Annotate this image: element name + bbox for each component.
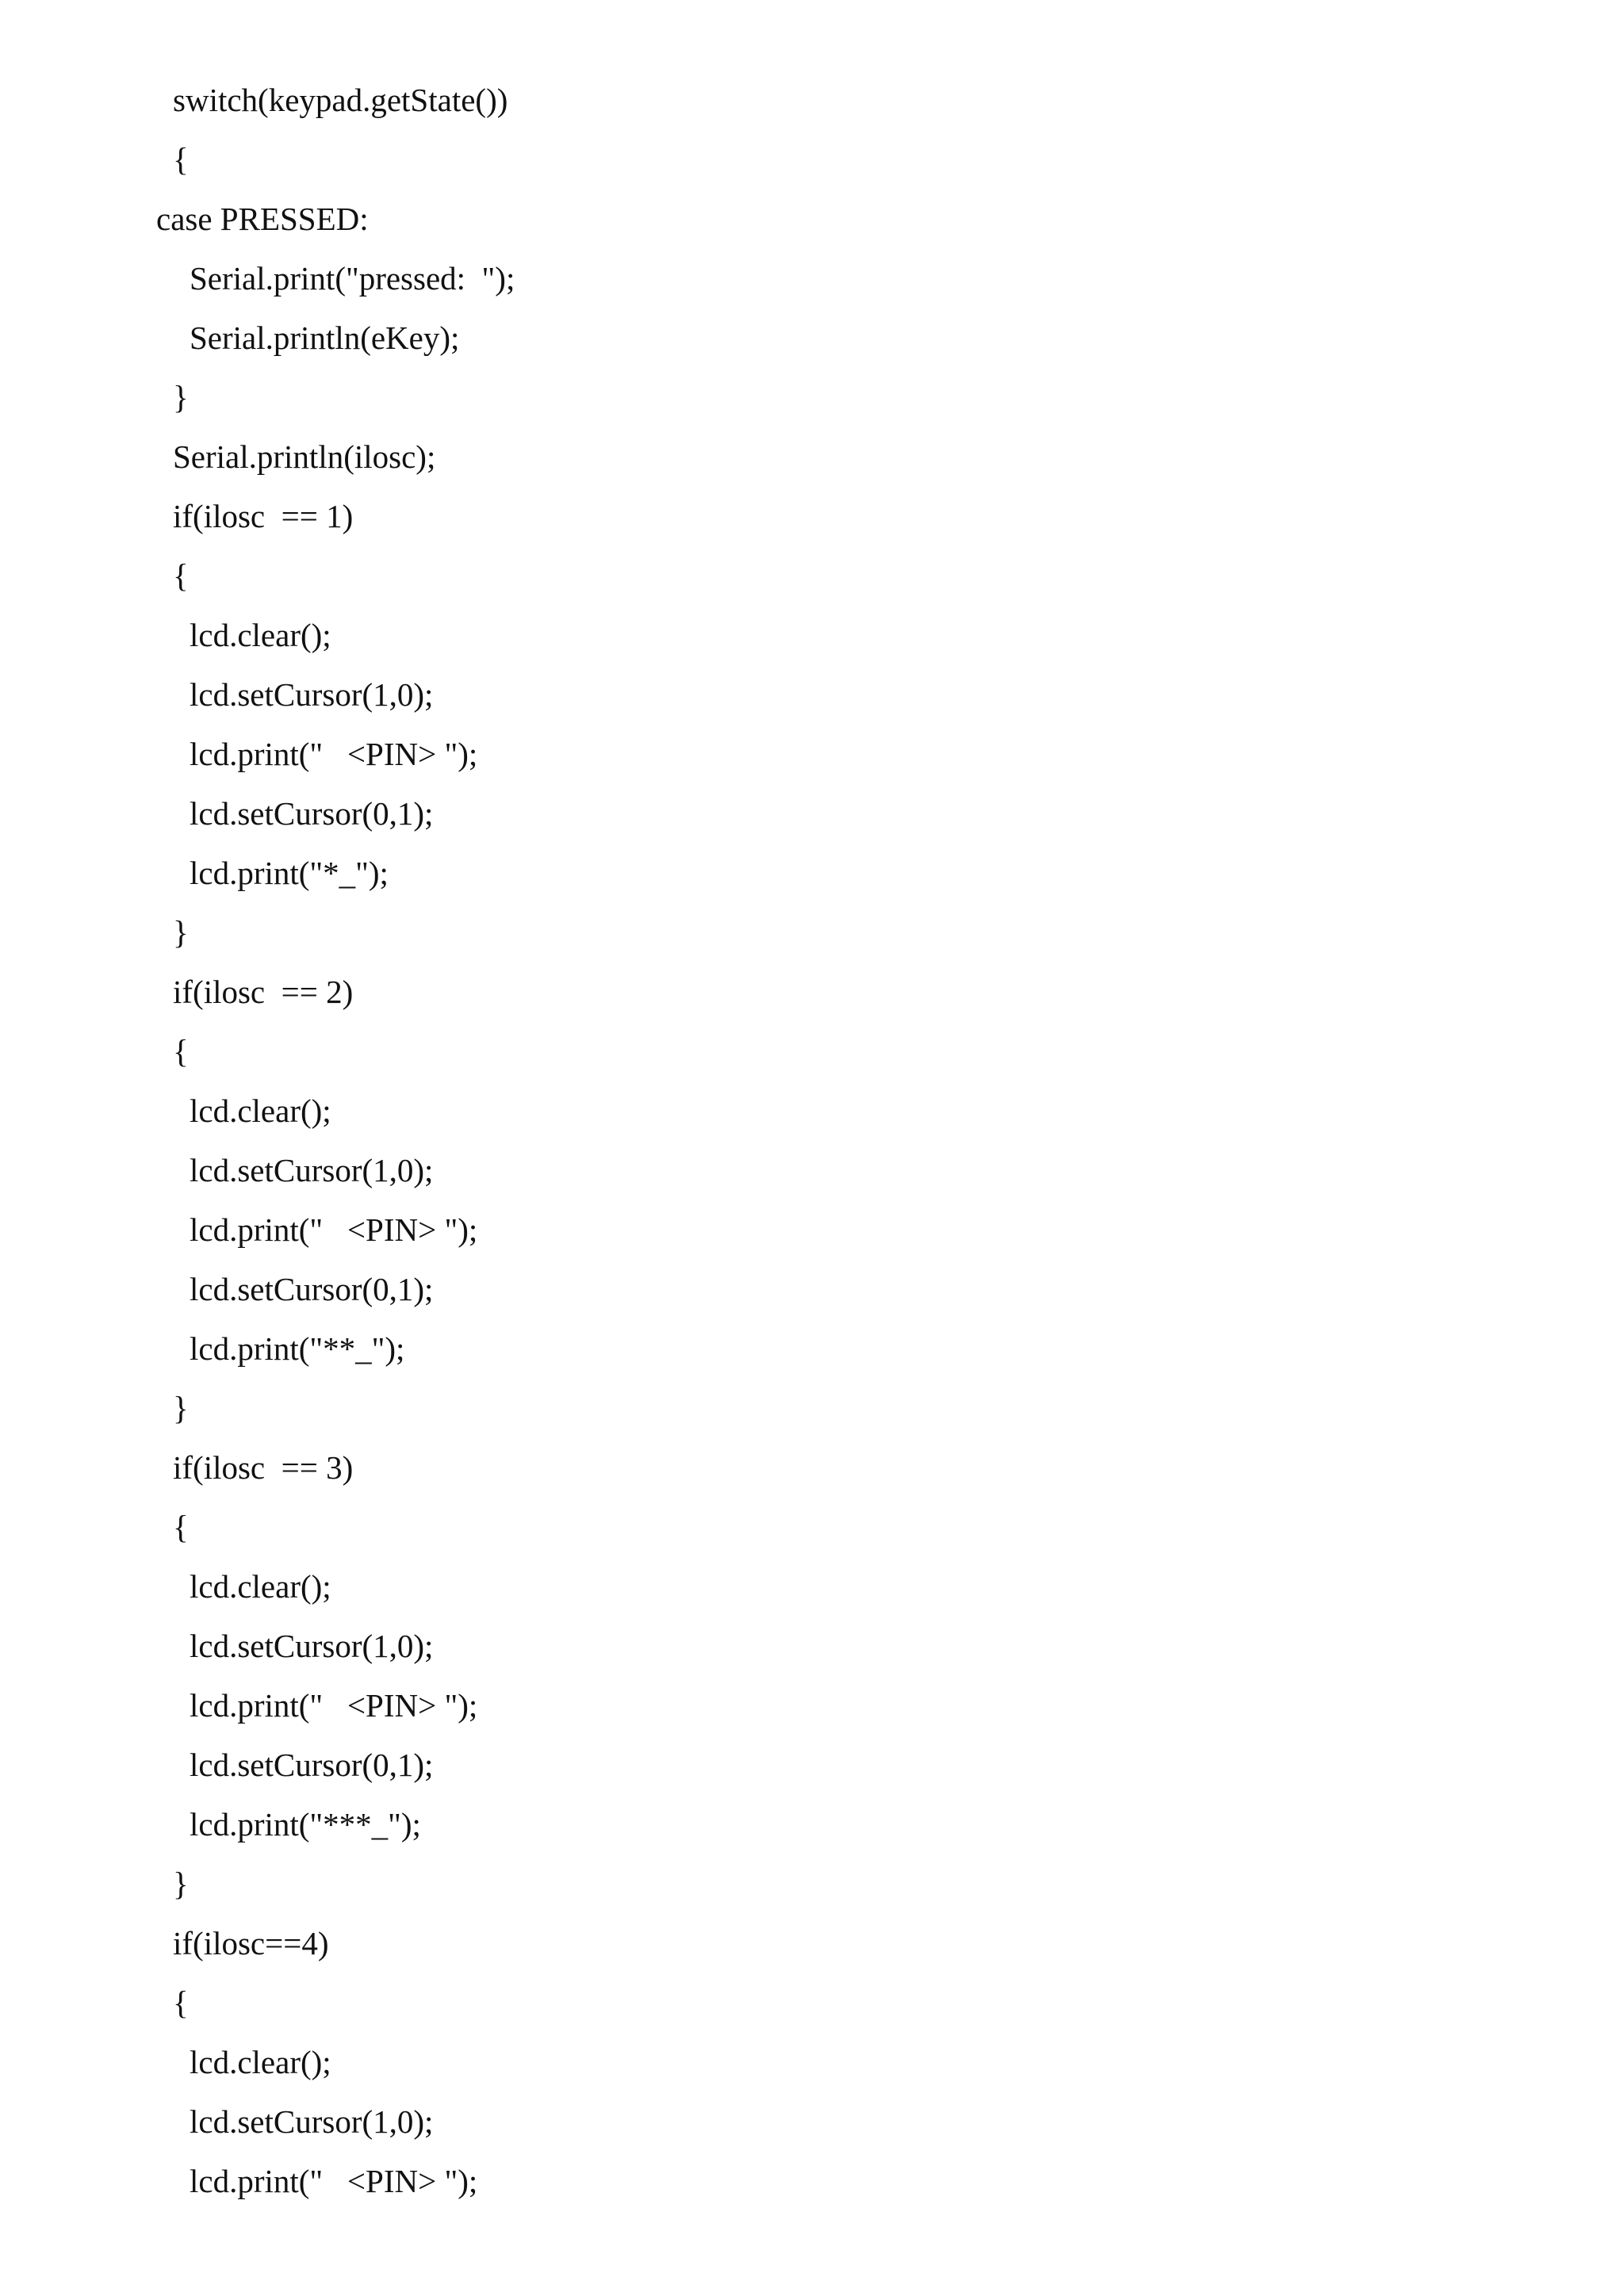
code-line: lcd.setCursor(0,1);: [190, 1747, 434, 1783]
code-line: if(ilosc == 2): [173, 974, 354, 1010]
code-line: if(ilosc == 1): [173, 498, 354, 534]
code-line: Serial.println(ilosc);: [173, 438, 436, 475]
code-line: {: [173, 1984, 189, 2021]
code-line: lcd.setCursor(0,1);: [190, 795, 434, 832]
code-line: lcd.print("***_");: [190, 1806, 421, 1843]
code-line: lcd.setCursor(1,0);: [190, 1152, 434, 1188]
code-line: case PRESSED:: [156, 201, 369, 237]
code-line: lcd.print(" <PIN> ");: [190, 736, 478, 772]
code-line: lcd.clear();: [190, 1568, 331, 1605]
code-line: if(ilosc == 3): [173, 1449, 354, 1486]
code-line: lcd.setCursor(1,0);: [190, 2103, 434, 2140]
code-line: Serial.println(eKey);: [190, 320, 460, 356]
code-line: lcd.clear();: [190, 2044, 331, 2080]
code-listing: [0, 71, 1624, 2211]
code-line: switch(keypad.getState()): [173, 82, 508, 118]
code-line: lcd.setCursor(0,1);: [190, 1271, 434, 1307]
code-line: lcd.print("*_");: [190, 855, 389, 891]
code-line: Serial.print("pressed: ");: [190, 260, 515, 297]
code-line: }: [173, 914, 189, 951]
code-line: {: [173, 141, 189, 178]
code-line: }: [173, 379, 189, 415]
code-line: if(ilosc==4): [173, 1925, 329, 1961]
code-line: lcd.clear();: [190, 617, 331, 653]
code-line: {: [173, 1509, 189, 1545]
code-line: lcd.setCursor(1,0);: [190, 676, 434, 713]
code-line: }: [173, 1866, 189, 1902]
code-line: lcd.setCursor(1,0);: [190, 1628, 434, 1664]
code-line: {: [173, 557, 189, 594]
code-line: lcd.print(" <PIN> ");: [190, 1687, 478, 1724]
code-line: lcd.print(" <PIN> ");: [190, 1211, 478, 1248]
code-line: lcd.clear();: [190, 1093, 331, 1129]
code-line: {: [173, 1033, 189, 1070]
code-line: }: [173, 1390, 189, 1426]
code-line: lcd.print(" <PIN> ");: [190, 2163, 478, 2199]
code-line: lcd.print("**_");: [190, 1330, 405, 1367]
